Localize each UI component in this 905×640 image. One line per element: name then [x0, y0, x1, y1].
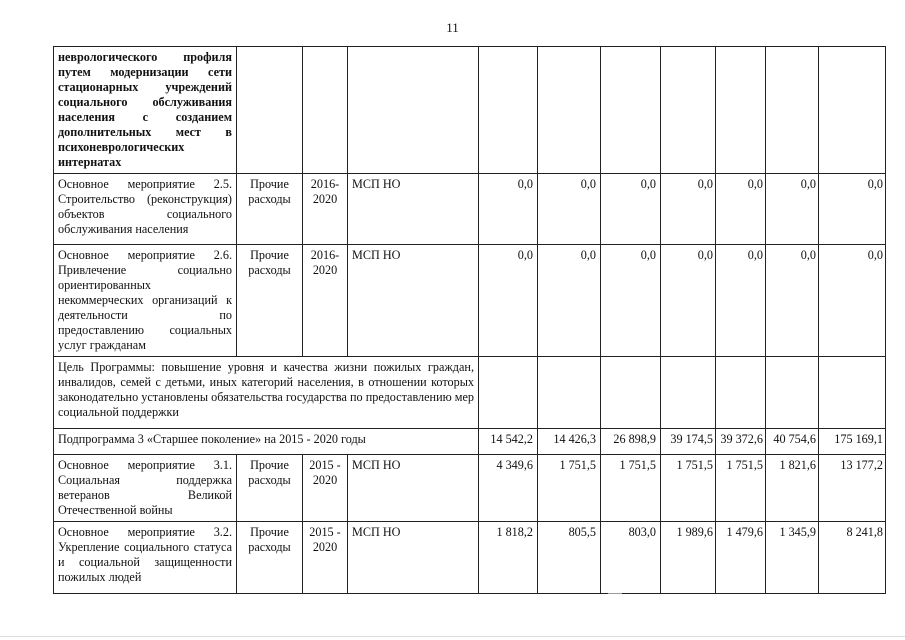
amount-cell — [538, 357, 601, 429]
table-row — [54, 429, 886, 455]
executor: МСП НО — [348, 522, 479, 594]
amount-cell: 803,0 — [601, 522, 661, 594]
amount-cell — [601, 47, 661, 174]
table-row — [54, 522, 886, 594]
amount-cell: 26 898,9 — [601, 429, 661, 455]
amount-cell — [819, 357, 886, 429]
period: 2015 - 2020 — [303, 455, 348, 522]
period: 2016-2020 — [303, 174, 348, 245]
amount-cell — [661, 47, 716, 174]
table-row — [54, 357, 886, 429]
amount-cell — [766, 357, 819, 429]
amount-cell — [479, 357, 538, 429]
amount-cell: 1 751,5 — [538, 455, 601, 522]
period — [303, 47, 348, 174]
amount-cell: 40 754,6 — [766, 429, 819, 455]
executor: МСП НО — [348, 455, 479, 522]
amount-cell: 1 821,6 — [766, 455, 819, 522]
amount-cell: 1 479,6 — [716, 522, 766, 594]
amount-cell: 0,0 — [766, 174, 819, 245]
amount-cell: 39 372,6 — [716, 429, 766, 455]
amount-cell: 0,0 — [766, 245, 819, 357]
amount-cell: 1 751,5 — [661, 455, 716, 522]
table-row — [54, 245, 886, 357]
amount-cell: 175 169,1 — [819, 429, 886, 455]
subprogram-title: Подпрограмма 3 «Старшее поколение» на 2015 - 2020 годы — [54, 429, 479, 455]
expense-category: Прочие расходы — [237, 245, 303, 357]
amount-cell: 1 818,2 — [479, 522, 538, 594]
amount-cell: 0,0 — [538, 245, 601, 357]
amount-cell: 14 426,3 — [538, 429, 601, 455]
amount-cell — [766, 47, 819, 174]
amount-cell — [601, 357, 661, 429]
amount-cell: 4 349,6 — [479, 455, 538, 522]
scan-mark — [0, 636, 905, 637]
amount-cell: 0,0 — [716, 245, 766, 357]
expense-category: Прочие расходы — [237, 522, 303, 594]
amount-cell: 39 174,5 — [661, 429, 716, 455]
program-table — [53, 46, 886, 594]
amount-cell: 0,0 — [819, 245, 886, 357]
amount-cell: 1 989,6 — [661, 522, 716, 594]
amount-cell: 0,0 — [716, 174, 766, 245]
amount-cell: 0,0 — [479, 174, 538, 245]
measure-description: Основное мероприятие 2.6. Привлечение социально ориентированных некоммерческих организаций к деятельности по предоставлению социальных услуг гражданам — [54, 245, 237, 357]
scan-mark — [608, 593, 622, 594]
amount-cell: 8 241,8 — [819, 522, 886, 594]
measure-description: Основное мероприятие 3.1. Социальная поддержка ветеранов Великой Отечественной войны — [54, 455, 237, 522]
table-row — [54, 174, 886, 245]
amount-cell — [661, 357, 716, 429]
amount-cell — [716, 357, 766, 429]
amount-cell: 0,0 — [601, 245, 661, 357]
amount-cell: 0,0 — [819, 174, 886, 245]
expense-category: Прочие расходы — [237, 174, 303, 245]
amount-cell: 0,0 — [661, 245, 716, 357]
amount-cell: 805,5 — [538, 522, 601, 594]
amount-cell: 0,0 — [661, 174, 716, 245]
table-row — [54, 455, 886, 522]
measure-description: Основное мероприятие 2.5. Строительство (реконструкция) объектов социального обслуживания населения — [54, 174, 237, 245]
amount-cell — [819, 47, 886, 174]
period: 2015 - 2020 — [303, 522, 348, 594]
expense-category: Прочие расходы — [237, 455, 303, 522]
amount-cell: 1 751,5 — [716, 455, 766, 522]
amount-cell: 1 345,9 — [766, 522, 819, 594]
measure-description: неврологического профиля путем модернизации сети стационарных учреждений социального обслуживания населения с созданием дополнительных мест в психоневрологических интернатах — [54, 47, 237, 174]
table-row — [54, 47, 886, 174]
amount-cell: 1 751,5 — [601, 455, 661, 522]
amount-cell — [538, 47, 601, 174]
page-number: 11 — [446, 20, 459, 35]
amount-cell: 14 542,2 — [479, 429, 538, 455]
amount-cell: 0,0 — [538, 174, 601, 245]
measure-description: Основное мероприятие 3.2. Укрепление социального статуса и социальной защищенности пожилых людей — [54, 522, 237, 594]
amount-cell: 0,0 — [479, 245, 538, 357]
executor — [348, 47, 479, 174]
amount-cell: 0,0 — [601, 174, 661, 245]
amount-cell — [479, 47, 538, 174]
program-goal: Цель Программы: повышение уровня и качества жизни пожилых граждан, инвалидов, семей с детьми, иных категорий населения, в отношении которых законодательно установлены обязательства государства по предоставлению мер социальной поддержки — [54, 357, 479, 429]
expense-category — [237, 47, 303, 174]
amount-cell — [716, 47, 766, 174]
executor: МСП НО — [348, 174, 479, 245]
amount-cell: 13 177,2 — [819, 455, 886, 522]
executor: МСП НО — [348, 245, 479, 357]
period: 2016-2020 — [303, 245, 348, 357]
